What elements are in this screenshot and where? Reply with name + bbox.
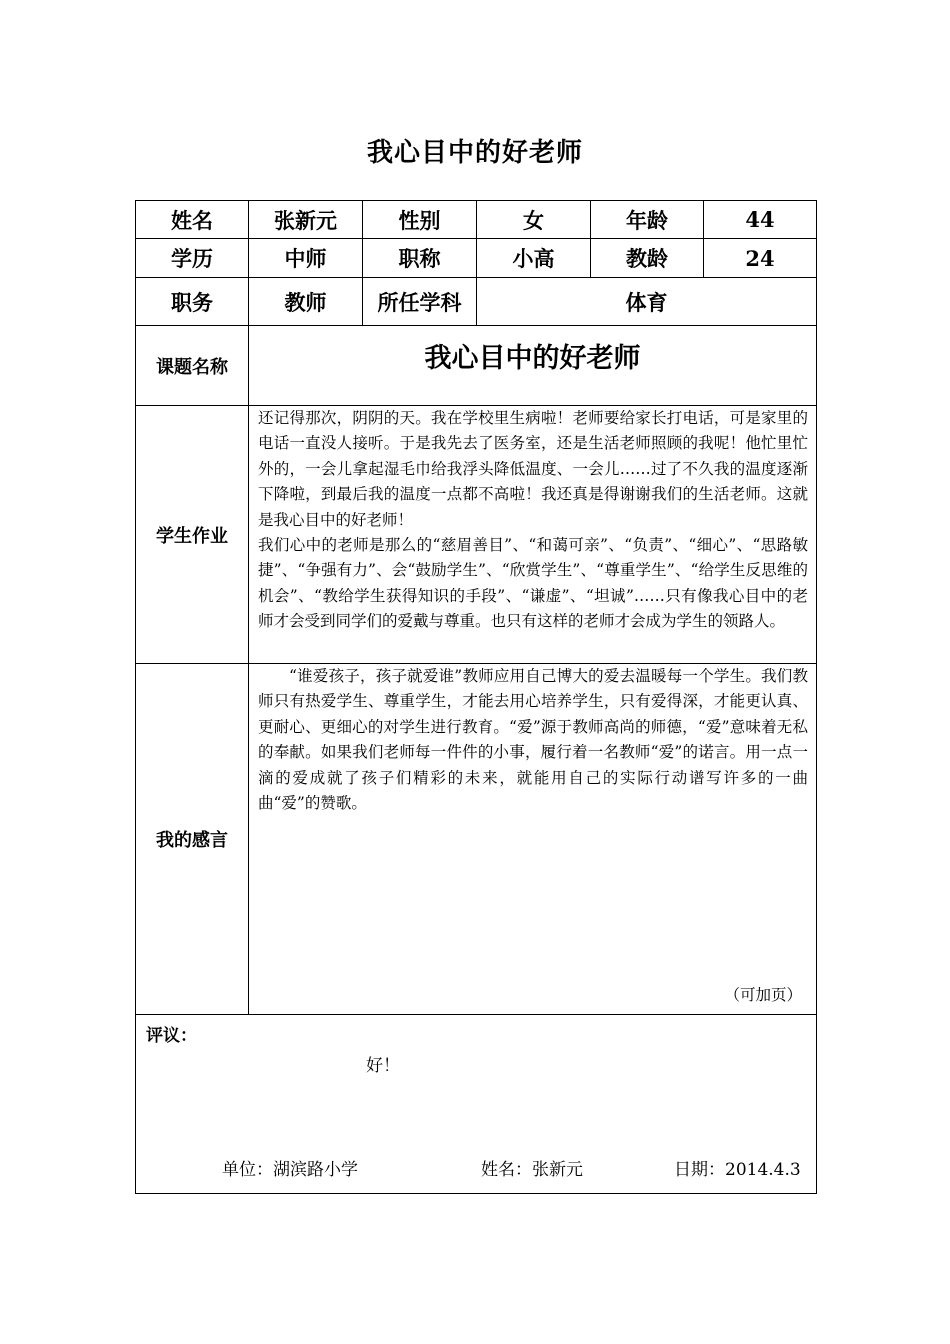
subject-value: 体育	[477, 278, 817, 326]
unit-field: 单位：湖滨路小学	[222, 1160, 358, 1180]
years-label: 教龄	[591, 239, 704, 278]
document-title: 我心目中的好老师	[366, 138, 583, 168]
subject-label: 所任学科	[363, 278, 477, 326]
row-basic-2	[136, 239, 817, 278]
comment-text: 好！	[366, 1056, 400, 1076]
homework-label: 学生作业	[136, 406, 249, 664]
row-comment	[136, 1015, 817, 1194]
name-value: 张新元	[249, 201, 363, 239]
reflection-paragraph: “谁爱孩子，孩子就爱谁”教师应用自己博大的爱去温暖每一个学生。我们教师只有热爱学生、尊重学生，才能去用心培养学生，只有爱得深，才能更认真、更耐心、更细心的对学生进行教育。“爱”源于教师高尚的师德，“爱”意味着无私的奉献。如果我们老师每一件件的小事，履行着一名教师“爱”的诺言。用一点一滴的爱成就了孩子们精彩的未来，就能用自己的实际行动谱写许多的一曲曲“爱”的赞歌。	[258, 667, 808, 813]
homework-paragraph-2: 我们心中的老师是那么的“慈眉善目”、“和蔼可亲”、“负责”、“细心”、“思路敏捷”、“争强有力”、会“鼓励学生”、“欣赏学生”、“尊重学生”、“给学生反思维的机会”、“教给学生获得知识的手段”、“谦虚”、“坦诚”……只有像我心目中的老师才会受到同学们的爱戴与尊重。也只有这样的老师才会成为学生的领路人。	[258, 536, 808, 631]
row-reflection	[136, 664, 817, 1015]
info-form-table	[135, 200, 817, 1194]
age-value: 44	[704, 201, 817, 239]
extra-page-note: （可加页）	[724, 985, 802, 1004]
comment-cell	[136, 1015, 817, 1194]
topic-value: 我心目中的好老师	[249, 326, 817, 406]
topic-label: 课题名称	[136, 326, 249, 406]
gender-label: 性别	[363, 201, 477, 239]
signer-name-field: 姓名：张新元	[481, 1160, 583, 1180]
row-homework	[136, 406, 817, 664]
edu-value: 中师	[249, 239, 363, 278]
row-basic-1	[136, 201, 817, 239]
rank-value: 小高	[477, 239, 591, 278]
comment-label: 评议：	[146, 1026, 197, 1046]
rank-label: 职称	[363, 239, 477, 278]
post-value: 教师	[249, 278, 363, 326]
homework-content	[249, 406, 817, 664]
reflection-label: 我的感言	[136, 664, 249, 1015]
years-value: 24	[704, 239, 817, 278]
homework-paragraph-1: 还记得那次，阴阴的天。我在学校里生病啦！老师要给家长打电话，可是家里的电话一直没人接听。于是我先去了医务室，还是生活老师照顾的我呢！他忙里忙外的，一会儿拿起湿毛巾给我浮头降低温度、一会儿……过了不久我的温度逐渐下降啦，到最后我的温度一点都不高啦！我还真是得谢谢我们的生活老师。这就是我心目中的好老师！	[258, 409, 808, 529]
gender-value: 女	[477, 201, 591, 239]
row-topic	[136, 326, 817, 406]
post-label: 职务	[136, 278, 249, 326]
edu-label: 学历	[136, 239, 249, 278]
date-field: 日期：2014.4.3	[674, 1160, 801, 1180]
age-label: 年龄	[591, 201, 704, 239]
name-label: 姓名	[136, 201, 249, 239]
row-basic-3	[136, 278, 817, 326]
reflection-content	[249, 664, 817, 1015]
